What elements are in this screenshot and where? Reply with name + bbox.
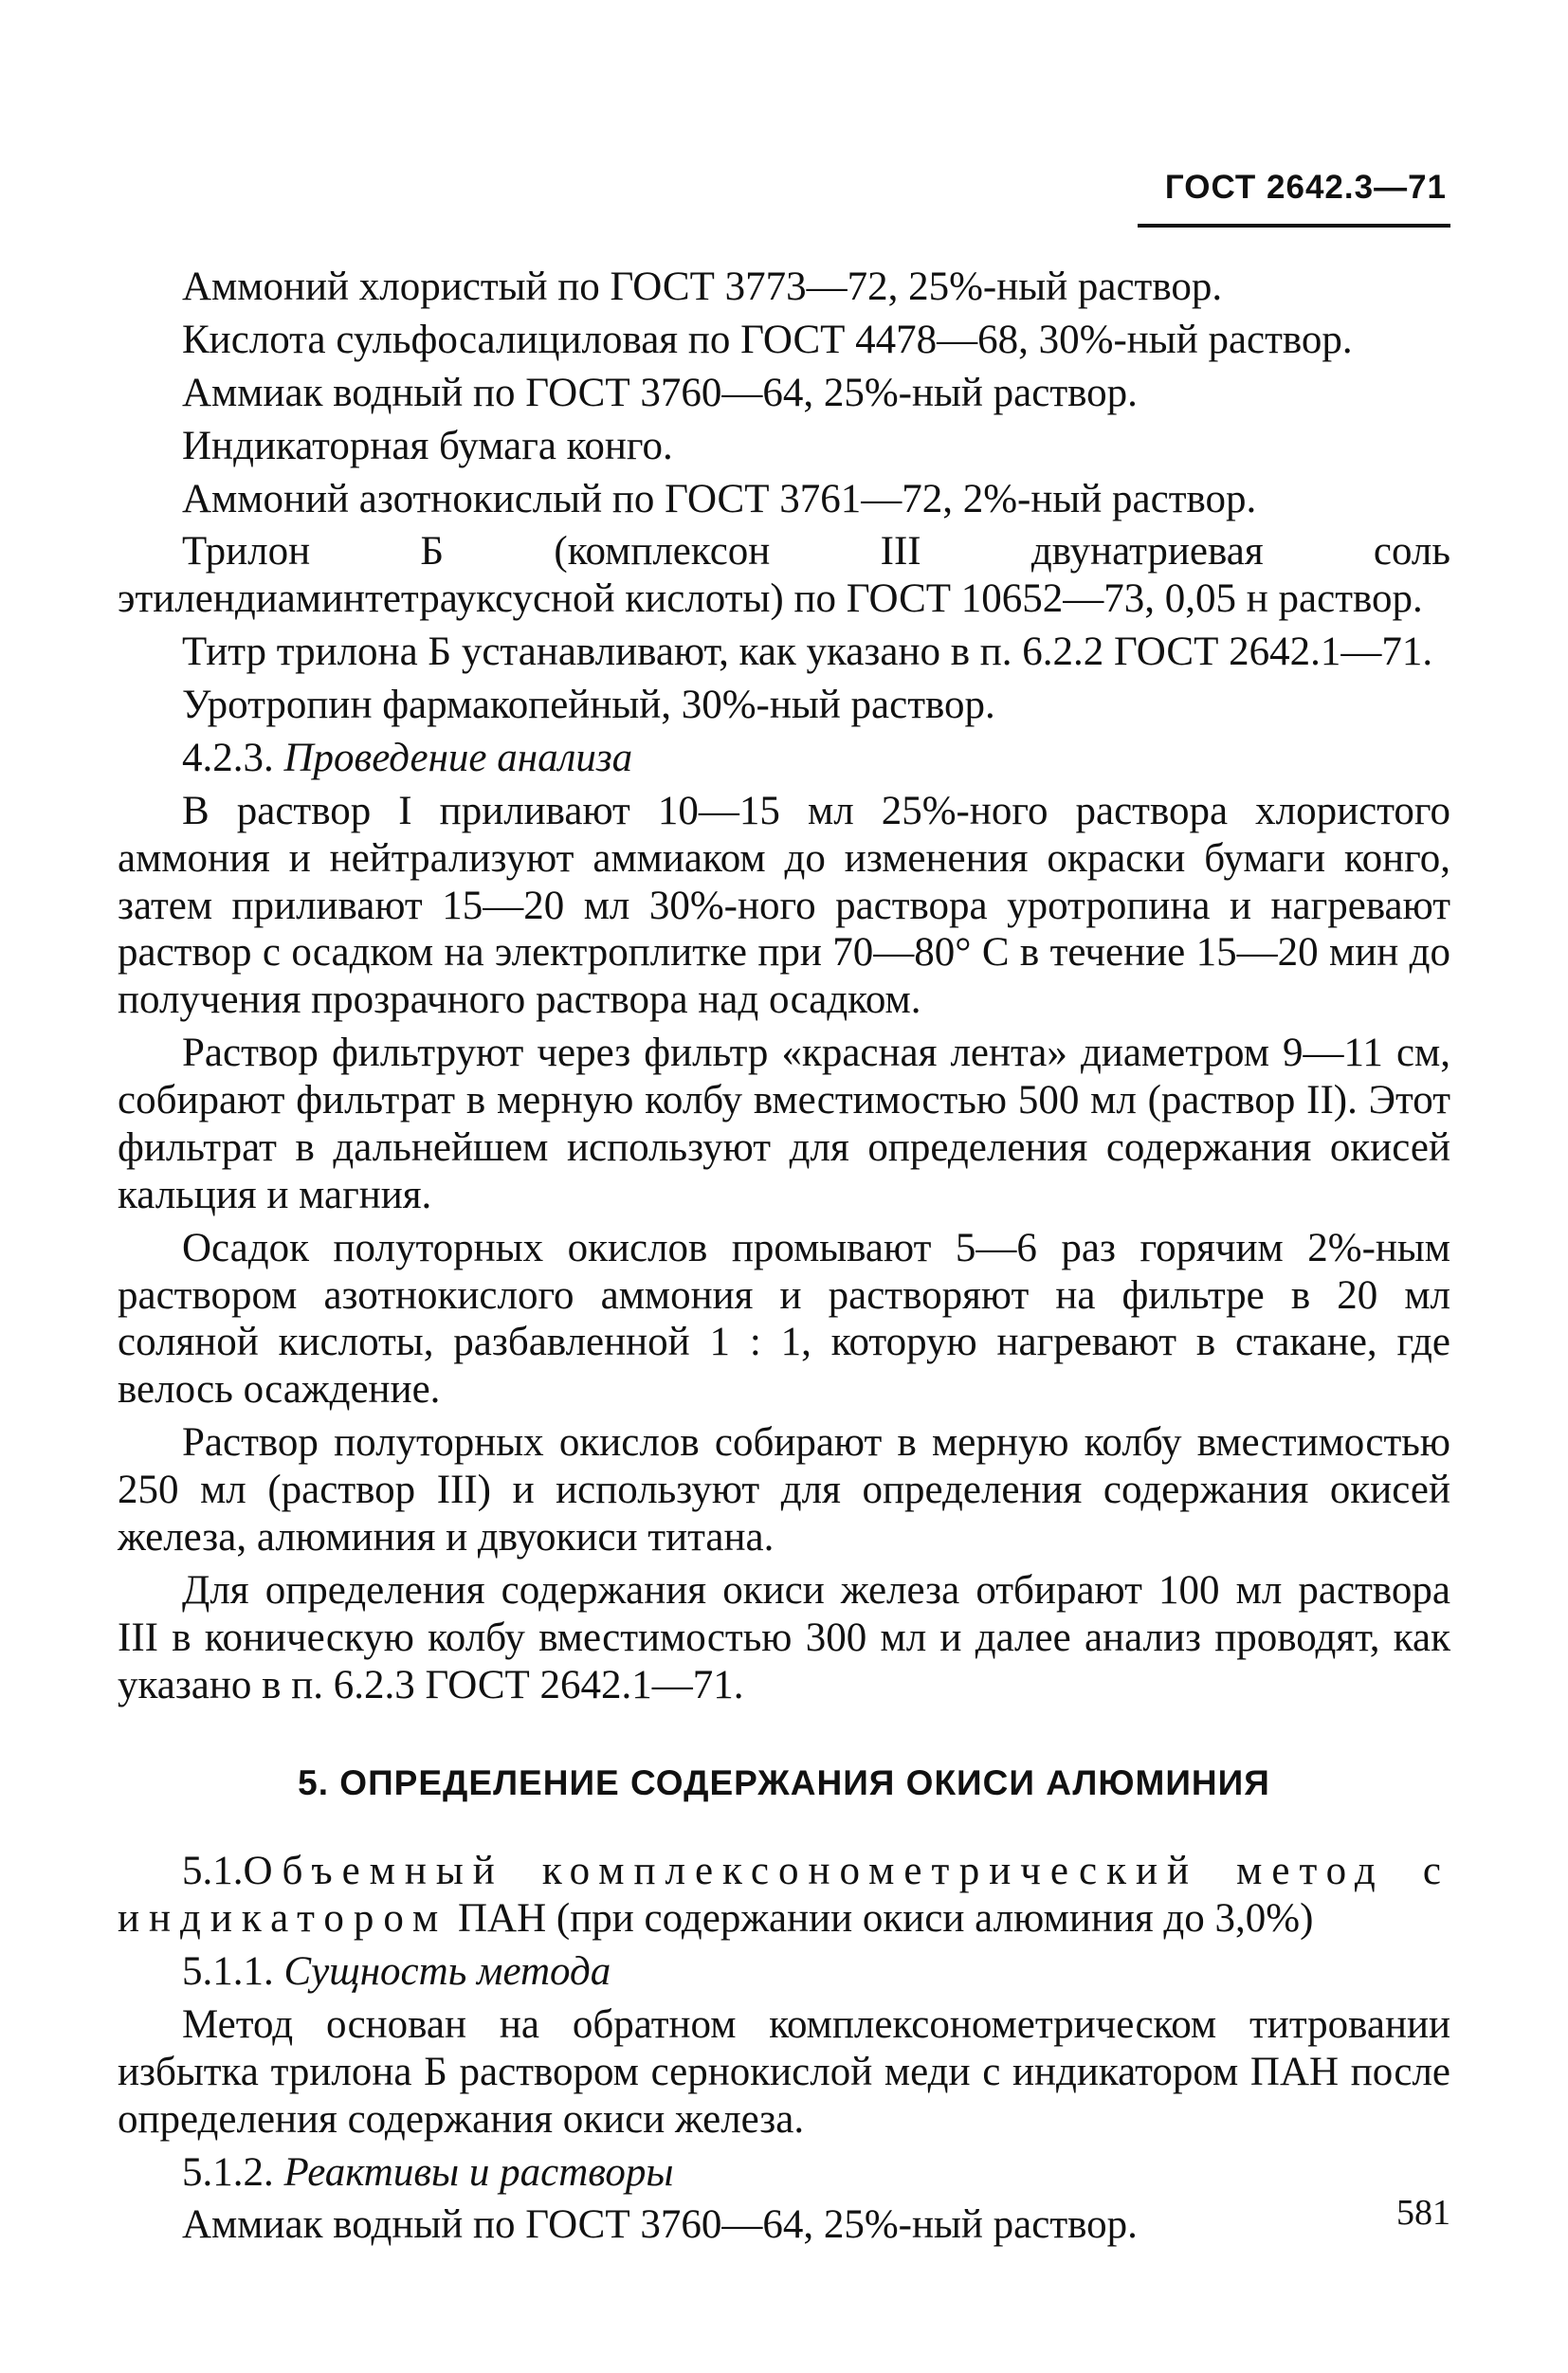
section-title: Сущность метода [283, 1949, 611, 1995]
section-number: 5.1.2. [182, 2149, 274, 2195]
section-number: 4.2.3. [182, 735, 274, 780]
page-number: 581 [1396, 2193, 1450, 2233]
section-number: 5.1. [182, 1849, 244, 1894]
document-body [118, 264, 1450, 2249]
method-name-spaced: Объемный комплексонометрический метод с индикатором [118, 1849, 1450, 1942]
method-name-rest: ПАН (при содержании окиси алюминия до 3,0%) [458, 1896, 1314, 1942]
section-title: Реактивы и растворы [283, 2149, 674, 2195]
running-header: ГОСТ 2642.3—71 [1164, 169, 1447, 206]
paragraph-ammonium-chloride: Аммоний хлористый по ГОСТ 3773—72, 25%-ный раствор. [182, 265, 1223, 309]
paragraph-trilon-titre: Титр трилона Б устанавливают, как указано в п. 6.2.2 ГОСТ 2642.1—71. [182, 630, 1433, 675]
paragraph-method-essence: Метод основан на обратном комплексонометрическом титровании избытка трилона Б раствором сернокислой меди с индикатором ПАН после определения содержания окиси железа. [118, 2001, 1450, 2142]
paragraph-analysis-4: Раствор полуторных окислов собирают в мерную колбу вместимостью 250 мл (раствор III) и используют для определения содержания окисей железа, алюминия и двуокиси титана. [118, 1420, 1450, 1560]
section-5-heading: 5. ОПРЕДЕЛЕНИЕ СОДЕРЖАНИЯ ОКИСИ АЛЮМИНИЯ [298, 1763, 1270, 1803]
section-title: Проведение анализа [283, 735, 633, 780]
paragraph-analysis-3: Осадок полуторных окислов промывают 5—6 раз горячим 2%-ным раствором азотнокислого аммония и растворяют на фильтре в 20 мл соляной кислоты, разбавленной 1 : 1, которую нагревают в стакане, где велось осаждение. [118, 1225, 1450, 1413]
paragraph-urotropin: Уротропин фармакопейный, 30%-ный раствор. [182, 683, 995, 727]
paragraph-analysis-5: Для определения содержания окиси железа отбирают 100 мл раствора III в коническую колбу вместимостью 300 мл и далее анализ проводят, как указано в п. 6.2.3 ГОСТ 2642.1—71. [118, 1567, 1450, 1707]
paragraph-trilon-b: Трилон Б (комплексон III двунатриевая соль этилендиаминтетрауксусной кислоты) по ГОСТ 10652—73, 0,05 н раствор. [118, 529, 1450, 622]
paragraph-ammonia: Аммиак водный по ГОСТ 3760—64, 25%-ный раствор. [182, 370, 1138, 415]
section-4-2-3-heading [118, 735, 1450, 782]
paragraph-analysis-1: В раствор I приливают 10—15 мл 25%-ного раствора хлористого аммония и нейтрализуют аммиаком до изменения окраски бумаги конго, затем приливают 15—20 мл 30%-ного раствора уротропина и нагревают раствор с осадком на электроплитке при 70—80° С в течение 15—20 мин до получения прозрачного раствора над осадком. [118, 788, 1450, 1023]
paragraph-congo-paper: Индикаторная бумага конго. [182, 423, 673, 468]
paragraph-analysis-2: Раствор фильтруют через фильтр «красная лента» диаметром 9—11 см, собирают фильтрат в мерную колбу вместимостью 500 мл (раствор II). Этот фильтрат в дальнейшем используют для определения содержания окисей кальция и магния. [118, 1031, 1450, 1217]
section-5-1-2-heading [118, 2149, 1450, 2197]
paragraph-reagent-ammonia: Аммиак водный по ГОСТ 3760—64, 25%-ный раствор. [182, 2202, 1138, 2248]
section-number: 5.1.1. [182, 1949, 274, 1995]
section-5-1-heading [118, 1848, 1450, 1943]
header-rule [1138, 224, 1450, 228]
paragraph-ammonium-nitrate: Аммоний азотнокислый по ГОСТ 3761—72, 2%-ный раствор. [182, 476, 1257, 521]
paragraph-sulfosalicylic-acid: Кислота сульфосалициловая по ГОСТ 4478—68, 30%-ный раствор. [182, 317, 1353, 362]
section-5-1-1-heading [118, 1948, 1450, 1996]
